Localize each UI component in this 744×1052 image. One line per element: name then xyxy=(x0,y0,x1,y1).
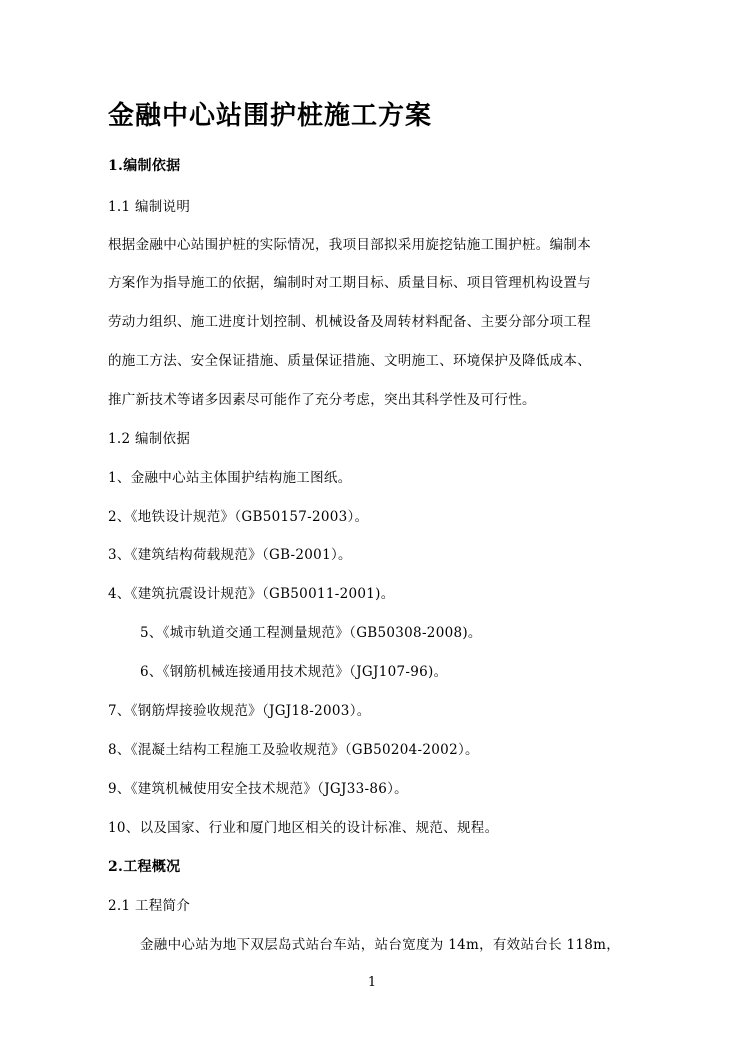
section-1-2-heading: 1.2 编制依据 xyxy=(108,431,191,447)
page-number: 1 xyxy=(367,975,377,990)
paragraph-2-line: 金融中心站为地下双层岛式站台车站，站台宽度为 14m，有效站台长 118m， xyxy=(140,937,621,953)
reference-item: 8、《混凝土结构工程施工及验收规范》（GB50204-2002）。 xyxy=(108,742,479,758)
document-title: 金融中心站围护桩施工方案 xyxy=(108,101,433,131)
section-2-heading: 2.工程概况 xyxy=(108,859,181,875)
paragraph-1-line: 根据金融中心站围护桩的实际情况，我项目部拟采用旋挖钻施工围护桩。编制本 xyxy=(108,237,591,253)
reference-item: 6、《钢筋机械连接通用技术规范》（JGJ107-96)。 xyxy=(140,664,448,680)
paragraph-1-line: 方案作为指导施工的依据，编制时对工期目标、质量目标、项目管理机构设置与 xyxy=(108,275,591,291)
reference-item: 9、《建筑机械使用安全技术规范》（JGJ33-86）。 xyxy=(108,781,408,797)
reference-item: 5、《城市轨道交通工程测量规范》（GB50308-2008)。 xyxy=(140,625,482,641)
reference-item: 4、《建筑抗震设计规范》（GB50011-2001)。 xyxy=(108,586,395,602)
section-1-heading: 1.编制依据 xyxy=(108,158,181,174)
reference-item: 2、《地铁设计规范》（GB50157-2003）。 xyxy=(108,509,369,525)
reference-item: 10、以及国家、行业和厦门地区相关的设计标准、规范、规程。 xyxy=(108,820,499,836)
paragraph-1-line: 的施工方法、安全保证措施、质量保证措施、文明施工、环境保护及降低成本、 xyxy=(108,353,591,369)
reference-item: 1、金融中心站主体围护结构施工图纸。 xyxy=(108,470,352,486)
reference-item: 7、《钢筋焊接验收规范》（JGJ18-2003）。 xyxy=(108,703,371,719)
paragraph-1-line: 推广新技术等诸多因素尽可能作了充分考虑，突出其科学性及可行性。 xyxy=(108,392,536,408)
paragraph-1-line: 劳动力组织、施工进度计划控制、机械设备及周转材料配备、主要分部分项工程 xyxy=(108,314,591,330)
section-1-1-heading: 1.1 编制说明 xyxy=(108,199,191,215)
reference-item: 3、《建筑结构荷载规范》（GB-2001）。 xyxy=(108,547,352,563)
section-2-1-heading: 2.1 工程简介 xyxy=(108,898,191,914)
